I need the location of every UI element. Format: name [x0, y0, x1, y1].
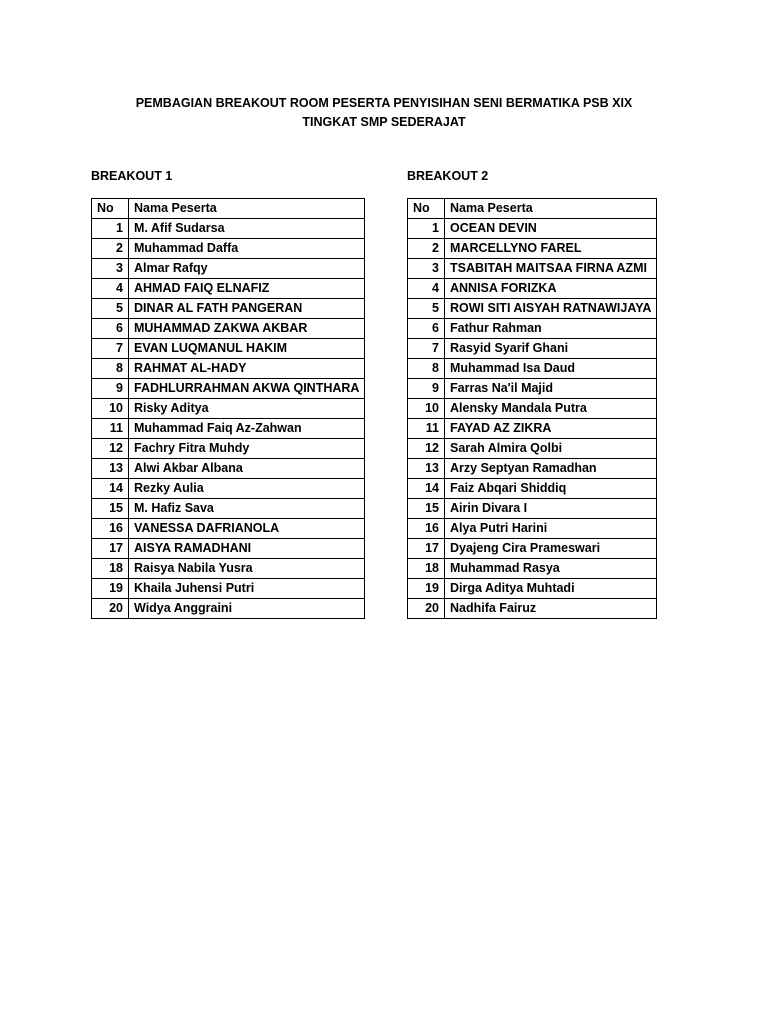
table-row [408, 279, 657, 299]
table-header-row [408, 199, 657, 219]
participant-name: Sarah Almira Qolbi [445, 439, 657, 459]
row-number: 13 [408, 459, 445, 479]
table-row [92, 239, 365, 259]
participant-name: Rezky Aulia [129, 479, 365, 499]
table-row [92, 219, 365, 239]
participant-name: RAHMAT AL-HADY [129, 359, 365, 379]
row-number: 17 [408, 539, 445, 559]
table-row [92, 499, 365, 519]
row-number: 17 [92, 539, 129, 559]
participant-name: Farras Na'il Majid [445, 379, 657, 399]
participant-name: Nadhifa Fairuz [445, 599, 657, 619]
participant-name: Muhammad Daffa [129, 239, 365, 259]
document-title [0, 94, 768, 132]
row-number: 9 [408, 379, 445, 399]
row-number: 7 [408, 339, 445, 359]
participant-name: FADHLURRAHMAN AKWA QINTHARA [129, 379, 365, 399]
breakout-1-table-body [92, 199, 365, 619]
table-row [408, 479, 657, 499]
row-number: 10 [408, 399, 445, 419]
row-number: 15 [408, 499, 445, 519]
row-number: 1 [92, 219, 129, 239]
row-number: 20 [92, 599, 129, 619]
participant-name: Alwi Akbar Albana [129, 459, 365, 479]
participant-name: Faiz Abqari Shiddiq [445, 479, 657, 499]
participant-name: Widya Anggraini [129, 599, 365, 619]
row-number: 16 [408, 519, 445, 539]
row-number: 5 [92, 299, 129, 319]
table-row [408, 419, 657, 439]
row-number: 4 [92, 279, 129, 299]
title-line-1: PEMBAGIAN BREAKOUT ROOM PESERTA PENYISIHAN SENI BERMATIKA PSB XIX [135, 96, 633, 110]
column-header-name: Nama Peserta [129, 199, 365, 219]
table-row [408, 299, 657, 319]
table-row [92, 419, 365, 439]
table-row [92, 399, 365, 419]
participant-name: Raisya Nabila Yusra [129, 559, 365, 579]
table-row [408, 499, 657, 519]
row-number: 3 [92, 259, 129, 279]
breakout-2-heading: BREAKOUT 2 [407, 169, 489, 183]
column-header-name: Nama Peserta [445, 199, 657, 219]
participant-name: MARCELLYNO FAREL [445, 239, 657, 259]
table-row [408, 439, 657, 459]
table-row [408, 239, 657, 259]
participant-name: AHMAD FAIQ ELNAFIZ [129, 279, 365, 299]
table-row [92, 379, 365, 399]
table-row [92, 299, 365, 319]
participant-name: M. Afif Sudarsa [129, 219, 365, 239]
participant-name: DINAR AL FATH PANGERAN [129, 299, 365, 319]
row-number: 3 [408, 259, 445, 279]
participant-name: ROWI SITI AISYAH RATNAWIJAYA [445, 299, 657, 319]
table-row [92, 259, 365, 279]
row-number: 4 [408, 279, 445, 299]
table-row [92, 479, 365, 499]
table-row [92, 339, 365, 359]
participant-name: Dyajeng Cira Prameswari [445, 539, 657, 559]
participant-name: TSABITAH MAITSAA FIRNA AZMI [445, 259, 657, 279]
table-row [408, 599, 657, 619]
participant-name: Alya Putri Harini [445, 519, 657, 539]
table-row [92, 439, 365, 459]
row-number: 6 [408, 319, 445, 339]
participant-name: FAYAD AZ ZIKRA [445, 419, 657, 439]
row-number: 19 [92, 579, 129, 599]
row-number: 11 [92, 419, 129, 439]
column-header-no: No [408, 199, 445, 219]
row-number: 6 [92, 319, 129, 339]
row-number: 1 [408, 219, 445, 239]
participant-name: M. Hafiz Sava [129, 499, 365, 519]
row-number: 12 [408, 439, 445, 459]
participant-name: Khaila Juhensi Putri [129, 579, 365, 599]
breakout-2-table-body [408, 199, 657, 619]
table-row [408, 559, 657, 579]
row-number: 5 [408, 299, 445, 319]
participant-name: Almar Rafqy [129, 259, 365, 279]
table-row [92, 599, 365, 619]
row-number: 11 [408, 419, 445, 439]
row-number: 8 [92, 359, 129, 379]
table-row [408, 219, 657, 239]
row-number: 10 [92, 399, 129, 419]
participant-name: Risky Aditya [129, 399, 365, 419]
table-row [92, 279, 365, 299]
participant-name: VANESSA DAFRIANOLA [129, 519, 365, 539]
table-row [408, 259, 657, 279]
table-row [408, 399, 657, 419]
participant-name: AISYA RAMADHANI [129, 539, 365, 559]
participant-name: Arzy Septyan Ramadhan [445, 459, 657, 479]
participant-name: Fathur Rahman [445, 319, 657, 339]
row-number: 8 [408, 359, 445, 379]
table-header-row [92, 199, 365, 219]
table-row [92, 459, 365, 479]
table-row [408, 359, 657, 379]
row-number: 9 [92, 379, 129, 399]
table-row [408, 379, 657, 399]
participant-name: OCEAN DEVIN [445, 219, 657, 239]
participant-name: Alensky Mandala Putra [445, 399, 657, 419]
row-number: 15 [92, 499, 129, 519]
breakout-1-heading: BREAKOUT 1 [91, 169, 173, 183]
breakout-2-section [407, 168, 657, 619]
participant-name: Muhammad Faiq Az-Zahwan [129, 419, 365, 439]
table-row [92, 359, 365, 379]
column-header-no: No [92, 199, 129, 219]
table-row [92, 579, 365, 599]
participant-name: Muhammad Rasya [445, 559, 657, 579]
table-row [408, 319, 657, 339]
participant-name: Muhammad Isa Daud [445, 359, 657, 379]
row-number: 7 [92, 339, 129, 359]
table-row [92, 539, 365, 559]
breakout-2-table [407, 198, 657, 619]
participant-name: Rasyid Syarif Ghani [445, 339, 657, 359]
row-number: 19 [408, 579, 445, 599]
table-row [92, 559, 365, 579]
breakout-1-section [91, 168, 365, 619]
breakout-1-table [91, 198, 365, 619]
row-number: 2 [92, 239, 129, 259]
title-line-2: TINGKAT SMP SEDERAJAT [302, 115, 466, 129]
table-row [408, 519, 657, 539]
row-number: 16 [92, 519, 129, 539]
participant-name: MUHAMMAD ZAKWA AKBAR [129, 319, 365, 339]
row-number: 18 [92, 559, 129, 579]
table-row [408, 579, 657, 599]
row-number: 14 [92, 479, 129, 499]
row-number: 13 [92, 459, 129, 479]
participant-name: Fachry Fitra Muhdy [129, 439, 365, 459]
row-number: 2 [408, 239, 445, 259]
participant-name: EVAN LUQMANUL HAKIM [129, 339, 365, 359]
table-row [92, 319, 365, 339]
participant-name: Dirga Aditya Muhtadi [445, 579, 657, 599]
row-number: 18 [408, 559, 445, 579]
table-row [408, 459, 657, 479]
row-number: 14 [408, 479, 445, 499]
row-number: 20 [408, 599, 445, 619]
table-row [408, 539, 657, 559]
table-row [408, 339, 657, 359]
row-number: 12 [92, 439, 129, 459]
participant-name: ANNISA FORIZKA [445, 279, 657, 299]
table-row [92, 519, 365, 539]
participant-name: Airin Divara I [445, 499, 657, 519]
